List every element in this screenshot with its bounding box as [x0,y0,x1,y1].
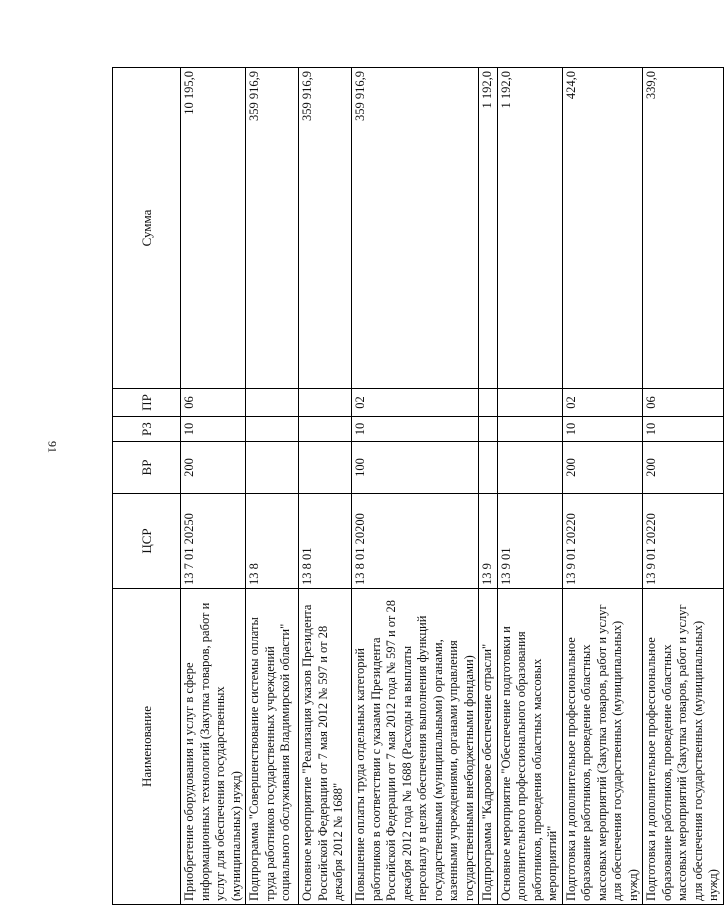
cell-rz [497,417,562,442]
cell-csr: 13 9 01 [497,494,562,589]
cell-csr: 13 7 01 20250 [181,494,246,589]
cell-vr [299,442,352,494]
cell-name: Повышение оплаты труда отдельных категорий работников в соответствии с указами Президента Российской Федерации от 7 мая 2012 года № 597 и от 28 декабря 2012 года № 1688 (Расходы на выплаты персоналу в целях обеспечения выполнения функций государственными (муниципальными) органами, казенными учреждениями, органами управления государственными внебюджетными фондами) [352,589,479,905]
cell-vr [479,442,498,494]
cell-csr: 13 8 01 20200 [352,494,479,589]
table-row [479,68,498,905]
cell-sum: 359 916,9 [352,68,479,389]
cell-pr [246,389,299,417]
cell-pr: 02 [562,389,643,417]
cell-sum: 339,0 [643,68,724,389]
rotated-table-container [112,68,720,905]
header-csr: ЦСР [113,494,181,589]
cell-rz: 10 [352,417,479,442]
cell-sum: 424,0 [562,68,643,389]
table-row [352,68,479,905]
cell-sum: 359 916,9 [299,68,352,389]
cell-csr: 13 8 [246,494,299,589]
cell-csr: 13 9 01 20220 [562,494,643,589]
header-sum: Сумма [113,68,181,389]
cell-name: Подготовка и дополнительное профессиональное образование работников, проведение областных массовых мероприятий (Закупка товаров, работ и услуг для обеспечения государственных (муниципальных) нужд) [562,589,643,905]
cell-rz: 10 [562,417,643,442]
page-number: 91 [45,441,60,453]
header-vr: ВР [113,442,181,494]
cell-csr: 13 9 01 20220 [643,494,724,589]
table-row [562,68,643,905]
cell-pr: 02 [352,389,479,417]
cell-name: Основное мероприятие "Обеспечение подготовки и дополнительного профессионального образования работников, проведения областных массовых мероприятий" [497,589,562,905]
header-pr: ПР [113,389,181,417]
header-name: Наименование [113,589,181,905]
cell-name: Подготовка и дополнительное профессиональное образование работников, проведение областных массовых мероприятий (Закупка товаров, работ и услуг для обеспечения государственных (муниципальных) нужд) [643,589,724,905]
cell-vr [246,442,299,494]
cell-pr [299,389,352,417]
cell-csr: 13 9 [479,494,498,589]
cell-vr: 200 [562,442,643,494]
cell-name: Приобретение оборудования и услуг в сфере информационных технологий (Закупка товаров, работ и услуг для обеспечения государственных (муниципальных) нужд) [181,589,246,905]
cell-name: Основное мероприятие "Реализация указов Президента Российской Федерации от 7 мая 2012 № 597 и от 28 декабря 2012 № 1688" [299,589,352,905]
cell-rz: 10 [643,417,724,442]
cell-vr: 100 [352,442,479,494]
cell-name: Подпрограмма "Кадровое обеспечение отрасли" [479,589,498,905]
table-row [299,68,352,905]
budget-table [112,67,724,905]
cell-sum: 10 195,0 [181,68,246,389]
cell-pr [497,389,562,417]
cell-sum: 359 916,9 [246,68,299,389]
table-row [497,68,562,905]
table-row [181,68,246,905]
cell-rz [479,417,498,442]
table-row [246,68,299,905]
cell-vr: 200 [181,442,246,494]
cell-sum: 1 192,0 [479,68,498,389]
cell-pr: 06 [181,389,246,417]
cell-name: Подпрограмма "Совершенствование системы оплаты труда работников государственных учреждений социального обслуживания Владимирской области" [246,589,299,905]
header-rz: РЗ [113,417,181,442]
cell-rz [246,417,299,442]
cell-pr: 06 [643,389,724,417]
cell-vr: 200 [643,442,724,494]
header-row [113,68,181,905]
table-row [643,68,724,905]
cell-vr [497,442,562,494]
cell-rz: 10 [181,417,246,442]
cell-csr: 13 8 01 [299,494,352,589]
cell-pr [479,389,498,417]
cell-sum: 1 192,0 [497,68,562,389]
cell-rz [299,417,352,442]
